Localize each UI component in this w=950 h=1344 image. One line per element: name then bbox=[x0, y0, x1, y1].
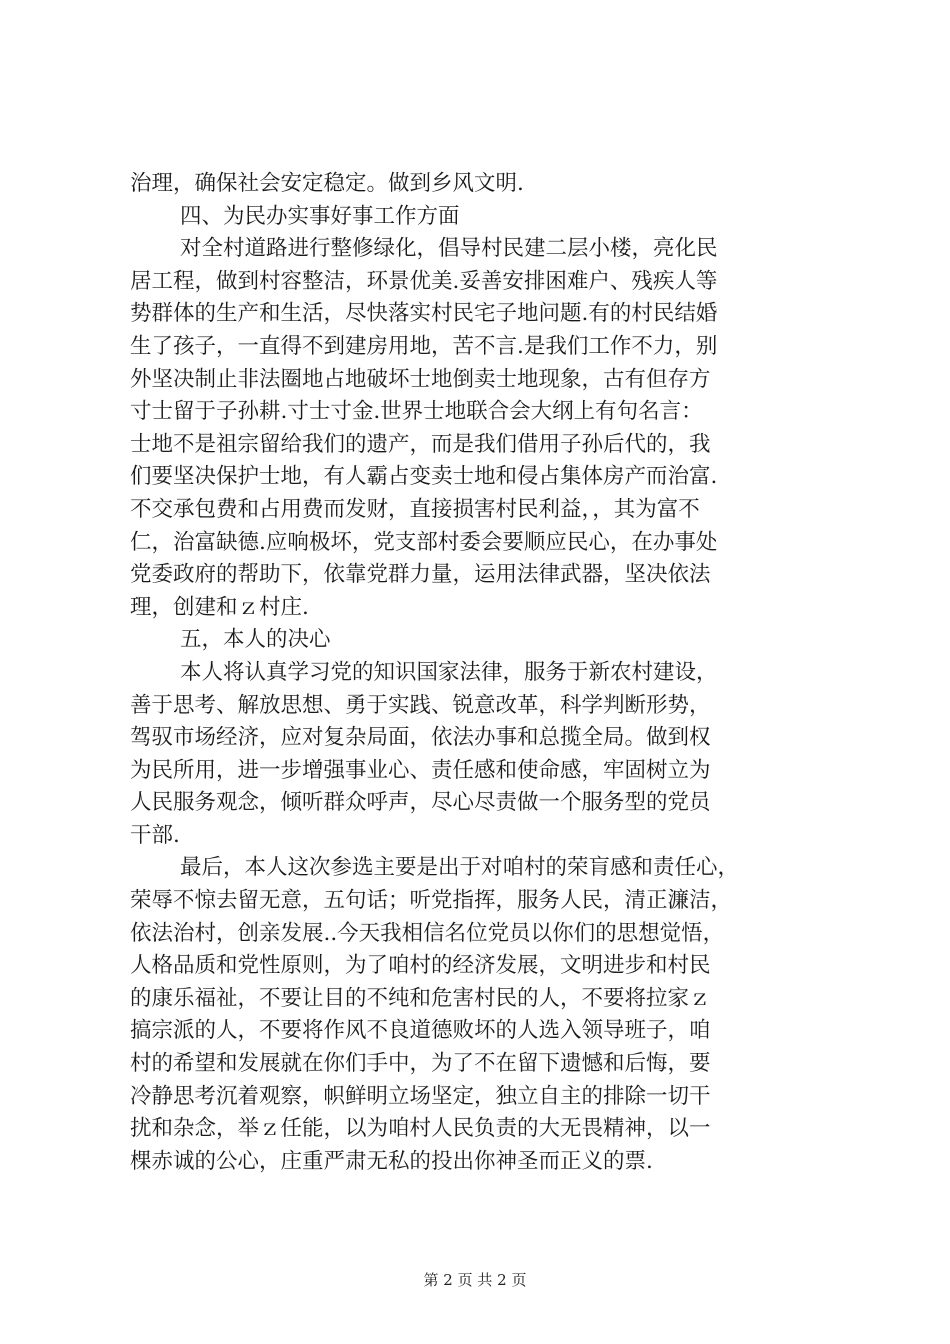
text-line: 人格品质和党性原则，为了咱村的经济发展，文明进步和村民 bbox=[130, 953, 711, 979]
text-line: 寸士留于子孙耕.寸士寸金.世界士地联合会大纲上有句名言： bbox=[130, 399, 703, 425]
text-line: 生了孩子，一直得不到建房用地，苦不言.是我们工作不力，别 bbox=[130, 333, 718, 359]
text-line: 冷静思考沉着观察，帜鲜明立场坚定，独立自主的排除一切干 bbox=[130, 1083, 711, 1109]
text-line: 人民服务观念，倾听群众呼声，尽心尽责做一个服务型的党员 bbox=[130, 790, 711, 816]
text-line: 对全村道路进行整修绿化，倡导村民建二层小楼，亮化民 bbox=[180, 236, 718, 262]
text-line: 本人将认真学习党的知识国家法律，服务于新农村建设， bbox=[180, 659, 718, 685]
text-line: 搞宗派的人，不要将作风不良道德败坏的人选入领导班子，咱 bbox=[130, 1018, 711, 1044]
text-line: 势群体的生产和生活，尽快落实村民宅子地问题.有的村民结婚 bbox=[130, 301, 718, 327]
text-line: 理，创建和ｚ村庄. bbox=[130, 594, 309, 620]
text-line: 士地不是祖宗留给我们的遗产，而是我们借用子孙后代的，我 bbox=[130, 431, 711, 457]
page-number-footer: 第 2 页 共 2 页 bbox=[423, 1271, 527, 1289]
text-line: 居工程，做到村容整洁，环景优美.妥善安排困难户、残疾人等 bbox=[130, 268, 718, 294]
section-heading-four: 四、为民办实事好事工作方面 bbox=[180, 203, 460, 229]
text-line: 驾驭市场经济，应对复杂局面，依法办事和总揽全局。做到权 bbox=[130, 725, 711, 751]
document-body bbox=[130, 168, 830, 1178]
text-line: 最后，本人这次参选主要是出于对咱村的荣肓感和责任心， bbox=[180, 855, 740, 881]
text-line: 扰和杂念，举ｚ任能，以为咱村人民负责的大无畏精神，以一 bbox=[130, 1116, 711, 1142]
text-line: 善于思考、解放思想、勇于实践、锐意改革，科学判断形势， bbox=[130, 692, 711, 718]
text-line: 为民所用，进一步增强事业心、责任感和使命感，牢固树立为 bbox=[130, 757, 711, 783]
text-line: 依法治村，创亲发展..今天我相信名位党员以你们的思想觉悟， bbox=[130, 920, 725, 946]
text-line: 外坚决制止非法圈地占地破坏士地倒卖士地现象，古有但存方 bbox=[130, 366, 711, 392]
text-line: 党委政府的帮助下，依靠党群力量，运用法律武器，坚决依法 bbox=[130, 562, 711, 588]
text-line: 不交承包费和占用费而发财，直接损害村民利益，，其为富不 bbox=[130, 496, 700, 522]
text-line: 的康乐福祉，不要让目的不纯和危害村民的人，不要将拉家ｚ bbox=[130, 985, 711, 1011]
section-heading-five: 五，本人的决心 bbox=[180, 627, 331, 653]
text-line: 治理，确保社会安定稳定。做到乡风文明. bbox=[130, 171, 524, 196]
text-line: 村的希望和发展就在你们手中，为了不在留下遗憾和后悔，要 bbox=[130, 1051, 711, 1077]
text-line: 干部. bbox=[130, 822, 180, 848]
text-line: 们要坚决保护士地，有人霸占变卖士地和侵占集体房产而治富. bbox=[130, 464, 718, 490]
text-line: 荣辱不惊去留无意，五句话；听党指挥，服务人民，清正濂洁， bbox=[130, 888, 733, 914]
text-line: 仁，治富缺德.应响极坏，党支部村委会要顺应民心，在办事处 bbox=[130, 529, 718, 555]
text-line: 棵赤诚的公心，庄重严肃无私的投出你神圣而正义的票. bbox=[130, 1148, 653, 1174]
